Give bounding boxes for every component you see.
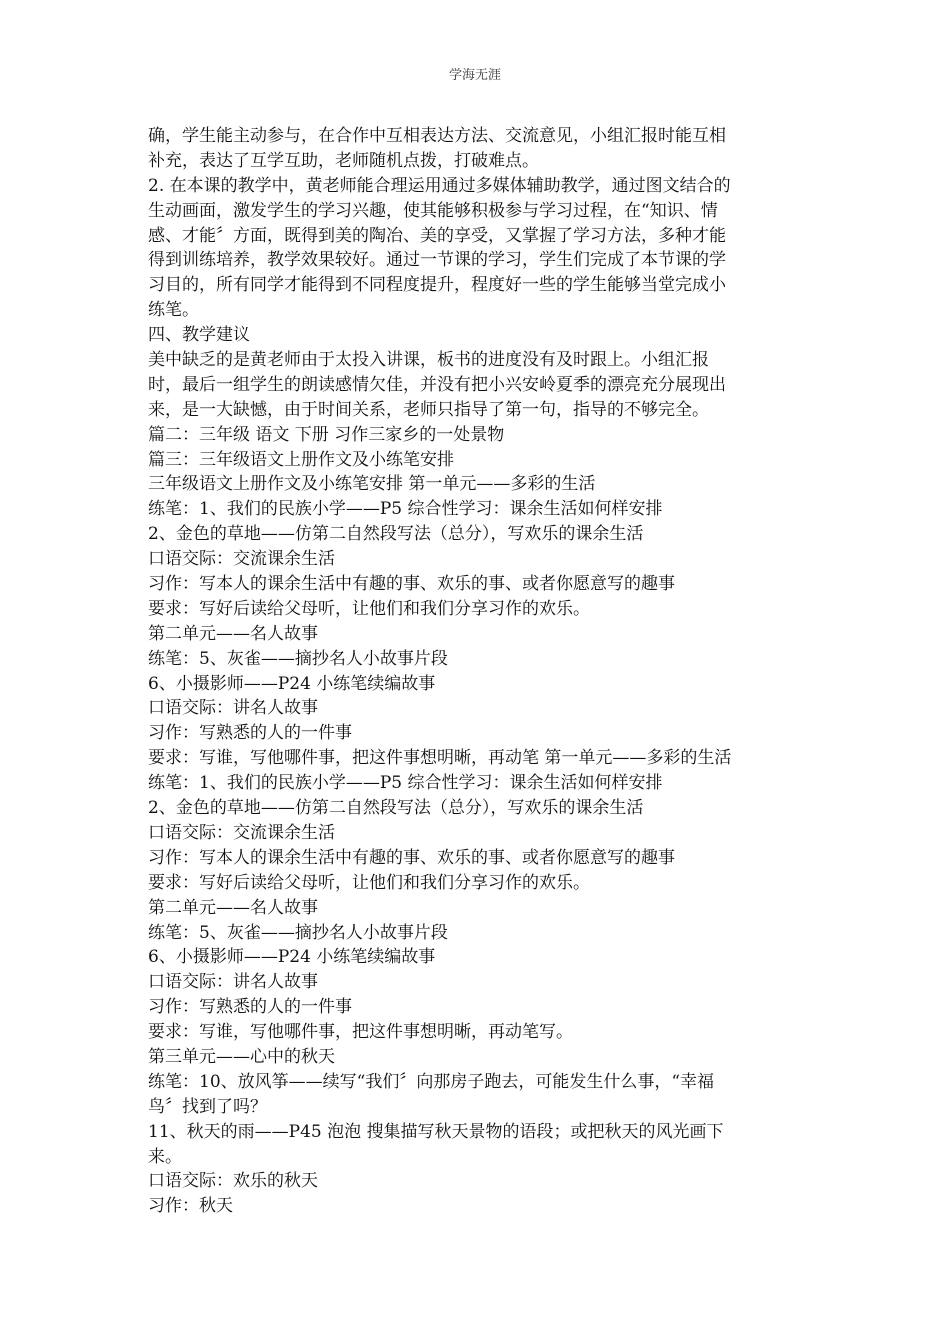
text-line: 三年级语文上册作文及小练笔安排 第一单元——多彩的生活	[148, 474, 596, 495]
text-line: 第二单元——名人故事	[148, 623, 318, 644]
text-line: 练笔：5、灰雀——摘抄名人小故事片段	[148, 648, 448, 669]
text-line: 11、秋天的雨——P45 泡泡 搜集描写秋天景物的语段；或把秋天的风光画下	[148, 1121, 724, 1142]
text-line: 练笔。	[148, 300, 199, 321]
page-header: 学海无涯	[448, 68, 501, 83]
text-line: 2. 在本课的教学中，黄老师能合理运用通过多媒体辅助教学，通过图文结合的	[148, 175, 731, 196]
section-heading: 四、教学建议	[148, 325, 250, 346]
text-line: 要求：写好后读给父母听，让他们和我们分享习作的欢乐。	[148, 872, 590, 893]
text-line: 习目的，所有同学才能得到不同程度提升，程度好一些的学生能够当堂完成小	[148, 275, 726, 296]
text-line: 口语交际：欢乐的秋天	[148, 1171, 318, 1192]
text-line: 要求：写好后读给父母听，让他们和我们分享习作的欢乐。	[148, 598, 590, 619]
section-heading: 篇二：三年级 语文 下册 习作三家乡的一处景物	[148, 424, 505, 445]
text-line: 要求：写谁，写他哪件事，把这件事想明晰，再动笔 第一单元——多彩的生活	[148, 748, 732, 769]
text-line: 口语交际：讲名人故事	[148, 972, 318, 993]
text-line: 习作：写熟悉的人的一件事	[148, 997, 352, 1018]
text-line: 习作：写本人的课余生活中有趣的事、欢乐的事、或者你愿意写的趣事	[148, 847, 675, 868]
text-line: 口语交际：交流课余生活	[148, 822, 335, 843]
text-line: 练笔：5、灰雀——摘抄名人小故事片段	[148, 922, 448, 943]
text-line: 确，学生能主动参与，在合作中互相表达方法、交流意见，小组汇报时能互相	[148, 126, 726, 146]
text-line: 2、金色的草地——仿第二自然段写法（总分），写欢乐的课余生活	[148, 798, 644, 819]
text-line: 习作：写本人的课余生活中有趣的事、欢乐的事、或者你愿意写的趣事	[148, 574, 675, 595]
text-line: 生动画面，激发学生的学习兴趣，使其能够积极参与学习过程，在“知识、情	[148, 200, 718, 221]
text-line: 感、才能〞方面，既得到美的陶冶、美的享受，又掌握了学习方法，多种才能	[148, 225, 726, 246]
text-line: 时，最后一组学生的朗读感情欠佳，并没有把小兴安岭夏季的漂亮充分展现出	[148, 374, 726, 395]
text-line: 练笔：10、放风筝——续写“我们〞向那房子跑去，可能发生什么事，“幸福	[148, 1071, 715, 1092]
text-line: 补充，表达了互学互助，老师随机点拨，打破难点。	[148, 150, 539, 171]
text-line: 美中缺乏的是黄老师由于太投入讲课，板书的进度没有及时跟上。小组汇报	[148, 350, 709, 371]
text-line: 来。	[148, 1146, 182, 1167]
text-line: 练笔：1、我们的民族小学——P5 综合性学习：课余生活如何样安排	[148, 499, 663, 520]
document-body	[148, 124, 812, 1219]
section-heading: 篇三：三年级语文上册作文及小练笔安排	[148, 449, 454, 470]
text-line: 练笔：1、我们的民族小学——P5 综合性学习：课余生活如何样安排	[148, 773, 663, 794]
text-line: 第三单元——心中的秋天	[148, 1046, 335, 1067]
text-line: 得到训练培养，教学效果较好。通过一节课的学习，学生们完成了本节课的学	[148, 250, 726, 271]
text-line: 要求：写谁，写他哪件事，把这件事想明晰，再动笔写。	[148, 1022, 573, 1043]
text-line: 鸟〞找到了吗？	[148, 1096, 267, 1117]
text-line: 来，是一大缺憾，由于时间关系，老师只指导了第一句，指导的不够完全。	[148, 399, 709, 420]
text-line: 2、金色的草地——仿第二自然段写法（总分），写欢乐的课余生活	[148, 524, 644, 545]
text-line: 第二单元——名人故事	[148, 897, 318, 918]
text-line: 习作：秋天	[148, 1196, 233, 1217]
text-line: 口语交际：交流课余生活	[148, 549, 335, 570]
text-line: 6、小摄影师——P24 小练笔续编故事	[148, 673, 436, 694]
text-line: 6、小摄影师——P24 小练笔续编故事	[148, 947, 436, 968]
text-line: 习作：写熟悉的人的一件事	[148, 723, 352, 744]
text-line: 口语交际：讲名人故事	[148, 698, 318, 719]
